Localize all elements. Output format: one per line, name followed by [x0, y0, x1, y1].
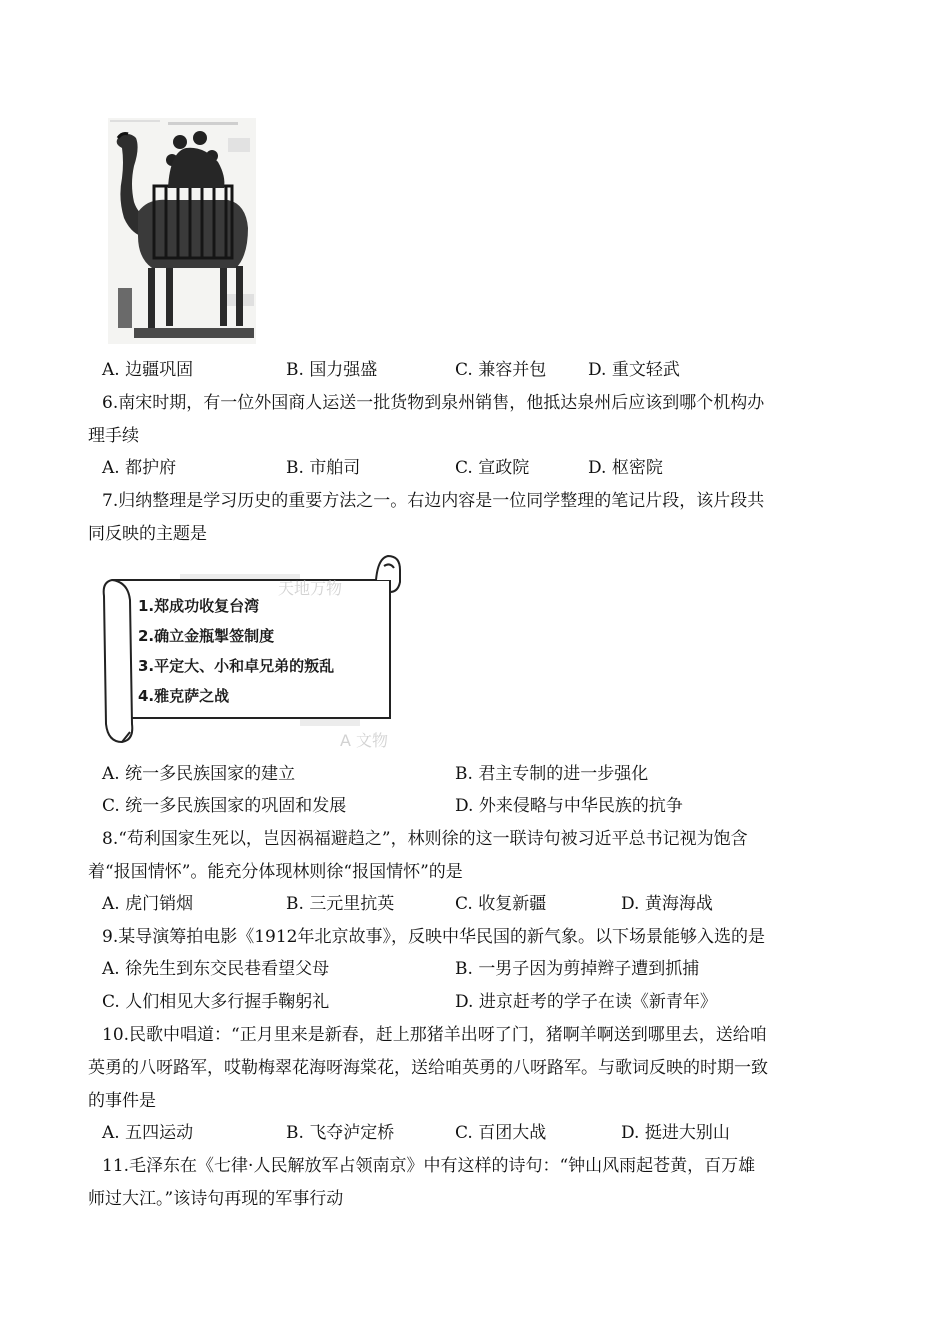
q6-option-b[interactable]: B. 市舶司	[286, 458, 361, 478]
q6-option-c[interactable]: C. 宣政院	[455, 458, 530, 478]
q9-option-d[interactable]: D. 进京赶考的学子在读《新青年》	[455, 992, 717, 1012]
q7-option-c[interactable]: C. 统一多民族国家的巩固和发展	[102, 796, 347, 816]
q9-option-b[interactable]: B. 一男子因为剪掉辫子遭到抓捕	[455, 959, 700, 979]
q5-option-d[interactable]: D. 重文轻武	[588, 360, 680, 380]
q7-option-b[interactable]: B. 君主专制的进一步强化	[455, 764, 649, 784]
q6-option-a[interactable]: A. 都护府	[102, 458, 177, 478]
q10-stem-line3: 的事件是	[88, 1091, 156, 1111]
scroll-item-3: 3.平定大、小和卓兄弟的叛乱	[138, 657, 335, 675]
q8-option-d[interactable]: D. 黄海海战	[621, 894, 713, 914]
q10-option-b[interactable]: B. 飞夺泸定桥	[286, 1123, 395, 1143]
q5-option-a[interactable]: A. 边疆巩固	[102, 360, 194, 380]
q5-option-c[interactable]: C. 兼容并包	[455, 360, 547, 380]
scroll-icon	[100, 552, 410, 747]
scroll-item-2: 2.确立金瓶掣签制度	[138, 627, 275, 645]
q5-option-b[interactable]: B. 国力强盛	[286, 360, 378, 380]
notes-scroll-figure: 天地万物 A 文物	[100, 552, 410, 747]
q7-stem-line2: 同反映的主题是	[88, 524, 207, 544]
q8-option-b[interactable]: B. 三元里抗英	[286, 894, 395, 914]
camel-figurine-image	[108, 118, 256, 344]
q11-stem-line1: 11.毛泽东在《七律·人民解放军占领南京》中有这样的诗句：“钟山风雨起苍黄，百万雄	[102, 1156, 756, 1176]
q10-stem-line2: 英勇的八呀路军，哎勒梅翠花海呀海棠花，送给咱英勇的八呀路军。与歌词反映的时期一致	[88, 1058, 768, 1078]
q8-option-c[interactable]: C. 收复新疆	[455, 894, 547, 914]
q7-option-d[interactable]: D. 外来侵略与中华民族的抗争	[455, 796, 683, 816]
q6-option-d[interactable]: D. 枢密院	[588, 458, 663, 478]
scroll-item-4: 4.雅克萨之战	[138, 687, 230, 705]
q10-stem-line1: 10.民歌中唱道：“正月里来是新春，赶上那猪羊出呀了门，猪啊羊啊送到哪里去，送给咱	[102, 1025, 767, 1045]
q10-option-c[interactable]: C. 百团大战	[455, 1123, 547, 1143]
q6-stem-line1: 6.南宋时期，有一位外国商人运送一批货物到泉州销售，他抵达泉州后应该到哪个机构办	[102, 393, 765, 413]
scroll-item-1: 1.郑成功收复台湾	[138, 597, 260, 615]
q9-option-c[interactable]: C. 人们相见大多行握手鞠躬礼	[102, 992, 330, 1012]
camel-icon	[108, 118, 256, 344]
q7-stem-line1: 7.归纳整理是学习历史的重要方法之一。右边内容是一位同学整理的笔记片段，该片段共	[102, 491, 765, 511]
q9-stem-line1: 9.某导演筹拍电影《1912年北京故事》，反映中华民国的新气象。以下场景能够入选的是	[102, 927, 765, 947]
q8-option-a[interactable]: A. 虎门销烟	[102, 894, 194, 914]
q10-option-d[interactable]: D. 挺进大别山	[621, 1123, 730, 1143]
q11-stem-line2: 师过大江。”该诗句再现的军事行动	[88, 1189, 344, 1209]
q9-option-a[interactable]: A. 徐先生到东交民巷看望父母	[102, 959, 330, 979]
q8-stem-line2: 着“报国情怀”。能充分体现林则徐“报国情怀”的是	[88, 862, 463, 882]
q7-option-a[interactable]: A. 统一多民族国家的建立	[102, 764, 296, 784]
q8-stem-line1: 8.“苟利国家生死以，岂因祸福避趋之”，林则徐的这一联诗句被习近平总书记视为饱含	[102, 829, 748, 849]
q10-option-a[interactable]: A. 五四运动	[102, 1123, 194, 1143]
q6-stem-line2: 理手续	[88, 426, 139, 446]
